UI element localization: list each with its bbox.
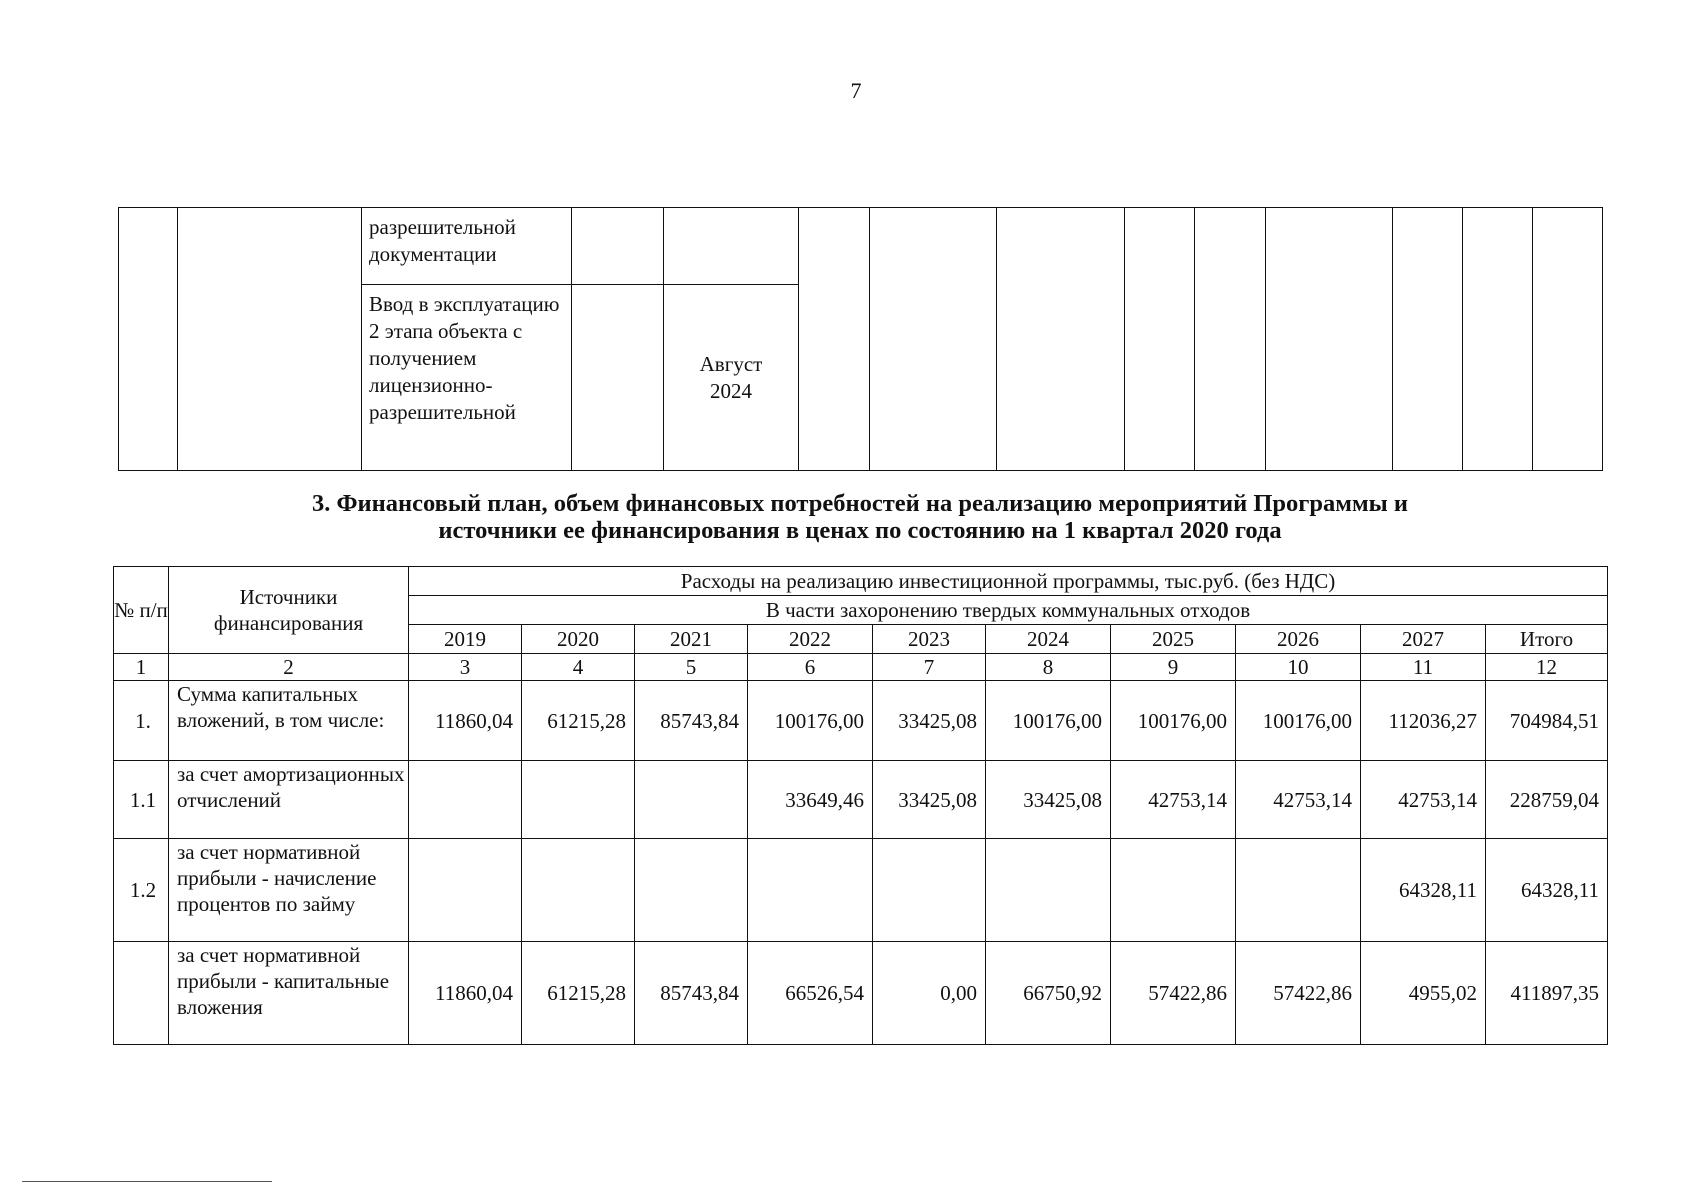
amount-cell [1111, 839, 1236, 942]
amount-cell [409, 761, 522, 839]
amount-cell: 57422,86 [1111, 942, 1236, 1045]
amount-cell [873, 839, 986, 942]
header-num: № п/п [114, 567, 169, 654]
empty-cell [1195, 208, 1266, 471]
year-header: 2019 [409, 625, 522, 654]
amount-cell: 100176,00 [748, 681, 873, 761]
header-scope: В части захоронению твердых коммунальных отходов [409, 596, 1608, 625]
column-number: 12 [1486, 654, 1608, 681]
stage-date-year: 2024 [710, 378, 752, 403]
amount-cell: 11860,04 [409, 681, 522, 761]
amount-cell: 61215,28 [522, 681, 635, 761]
year-header: 2025 [1111, 625, 1236, 654]
section-title [118, 490, 1602, 544]
column-number: 2 [169, 654, 409, 681]
header-expenses: Расходы на реализацию инвестиционной программы, тыс.руб. (без НДС) [409, 567, 1608, 596]
empty-cell [1463, 208, 1533, 471]
column-number-row [114, 654, 1608, 681]
amount-cell: 0,00 [873, 942, 986, 1045]
stage-date [664, 285, 799, 471]
amount-cell: 704984,51 [1486, 681, 1608, 761]
schedule-table-continuation [118, 207, 1603, 471]
funding-source: за счет амортизационных отчислений [169, 761, 409, 839]
empty-cell [572, 285, 664, 471]
amount-cell: 112036,27 [1361, 681, 1486, 761]
funding-source: за счет нормативной прибыли - начисление процентов по займу [169, 839, 409, 942]
funding-source: Сумма капитальных вложений, в том числе: [169, 681, 409, 761]
financial-plan-table [113, 566, 1608, 1045]
stage-description: Ввод в эксплуатацию 2 этапа объекта с получением лицензионно-разрешительной [362, 285, 572, 471]
column-number: 1 [114, 654, 169, 681]
amount-cell [409, 839, 522, 942]
row-number [114, 942, 169, 1045]
amount-cell: 57422,86 [1236, 942, 1361, 1045]
amount-cell: 42753,14 [1111, 761, 1236, 839]
empty-cell [1533, 208, 1603, 471]
amount-cell: 11860,04 [409, 942, 522, 1045]
year-header: 2021 [635, 625, 748, 654]
column-number: 11 [1361, 654, 1486, 681]
amount-cell [635, 839, 748, 942]
year-header: 2022 [748, 625, 873, 654]
amount-cell [986, 839, 1111, 942]
table-row [114, 942, 1608, 1045]
column-number: 9 [1111, 654, 1236, 681]
table-row [114, 761, 1608, 839]
header-source: Источники финансирования [169, 567, 409, 654]
column-number: 8 [986, 654, 1111, 681]
amount-cell: 64328,11 [1361, 839, 1486, 942]
stage-description: разрешительной документации [362, 208, 572, 285]
amount-cell: 85743,84 [635, 681, 748, 761]
empty-cell [1266, 208, 1393, 471]
empty-cell [870, 208, 997, 471]
funding-source: за счет нормативной прибыли - капитальные вложения [169, 942, 409, 1045]
footnote-separator [22, 1181, 272, 1182]
empty-cell [799, 208, 870, 471]
empty-cell [178, 208, 362, 471]
empty-cell [1125, 208, 1195, 471]
empty-cell [572, 208, 664, 285]
column-number: 7 [873, 654, 986, 681]
column-number: 6 [748, 654, 873, 681]
empty-cell [1393, 208, 1463, 471]
column-number: 3 [409, 654, 522, 681]
year-header: 2026 [1236, 625, 1361, 654]
amount-cell: 33425,08 [873, 761, 986, 839]
amount-cell: 33425,08 [873, 681, 986, 761]
table-row [114, 839, 1608, 942]
column-number: 4 [522, 654, 635, 681]
amount-cell: 100176,00 [1236, 681, 1361, 761]
amount-cell: 66750,92 [986, 942, 1111, 1045]
section-title-line2: источники ее финансирования в ценах по состоянию на 1 квартал 2020 года [438, 517, 1282, 544]
amount-cell [635, 761, 748, 839]
column-number: 5 [635, 654, 748, 681]
amount-cell: 100176,00 [986, 681, 1111, 761]
empty-cell [664, 208, 799, 285]
amount-cell: 64328,11 [1486, 839, 1608, 942]
year-header: 2023 [873, 625, 986, 654]
amount-cell: 4955,02 [1361, 942, 1486, 1045]
amount-cell: 33425,08 [986, 761, 1111, 839]
table-row [114, 681, 1608, 761]
amount-cell: 33649,46 [748, 761, 873, 839]
year-header: Итого [1486, 625, 1608, 654]
empty-cell [997, 208, 1125, 471]
empty-cell [119, 208, 178, 471]
row-number: 1.1 [114, 761, 169, 839]
amount-cell [748, 839, 873, 942]
row-number: 1. [114, 681, 169, 761]
amount-cell [522, 761, 635, 839]
amount-cell: 228759,04 [1486, 761, 1608, 839]
row-number: 1.2 [114, 839, 169, 942]
year-header: 2024 [986, 625, 1111, 654]
page-number: 7 [850, 78, 862, 103]
amount-cell: 42753,14 [1236, 761, 1361, 839]
section-title-line1: 3. Финансовый план, объем финансовых потребностей на реализацию мероприятий Программы и [311, 490, 1409, 517]
amount-cell: 61215,28 [522, 942, 635, 1045]
amount-cell: 42753,14 [1361, 761, 1486, 839]
amount-cell: 100176,00 [1111, 681, 1236, 761]
year-header: 2020 [522, 625, 635, 654]
amount-cell [1236, 839, 1361, 942]
amount-cell: 66526,54 [748, 942, 873, 1045]
amount-cell: 85743,84 [635, 942, 748, 1045]
year-header: 2027 [1361, 625, 1486, 654]
column-number: 10 [1236, 654, 1361, 681]
amount-cell [522, 839, 635, 942]
amount-cell: 411897,35 [1486, 942, 1608, 1045]
stage-date-month: Август [699, 351, 763, 376]
